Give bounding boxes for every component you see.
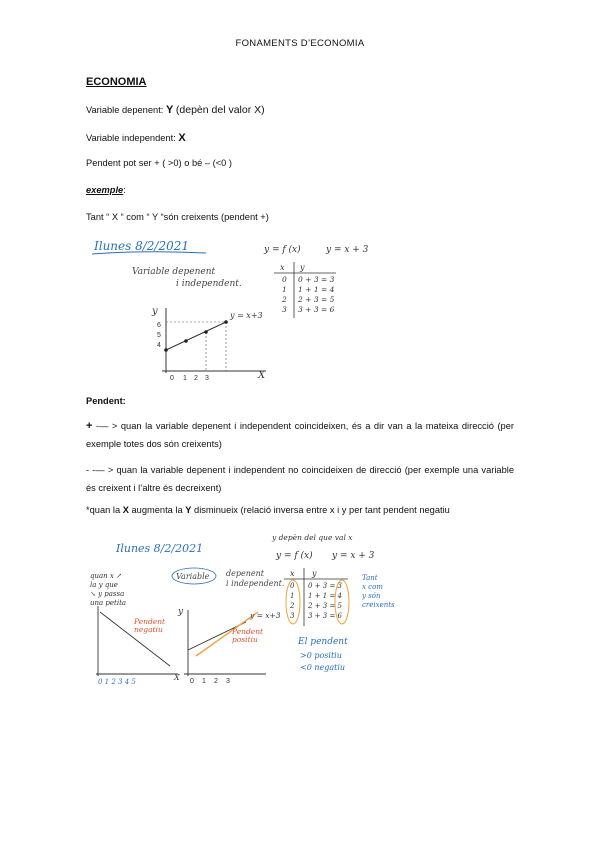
handwritten-graph-sketch-1: [86, 228, 376, 388]
note-post: disminueix (relació inversa entre x i y per tant pendent negatiu: [191, 505, 450, 515]
sketch1-axis-y: y: [152, 306, 158, 317]
sketch2-left-note: una petita: [90, 599, 127, 607]
sketch1-xtick: 1: [183, 375, 187, 382]
section-heading: ECONOMIA: [86, 76, 147, 88]
sketch2-date: Ilunes 8/2/2021: [116, 542, 204, 555]
sketch1-label-1: Variable depenent: [132, 267, 216, 277]
sketch1-xtick: 0: [170, 375, 174, 382]
sketch2-left-note: quan x ↗: [90, 572, 122, 580]
sketch2-cell: 2 + 3 = 5: [308, 602, 342, 610]
sketch2-right-note: creixents: [362, 601, 395, 609]
sketch1-ytick: 4: [157, 342, 161, 349]
sketch2-el-pendent: El pendent: [298, 637, 348, 647]
dependent-variable-line: [86, 104, 265, 116]
sketch1-xtick: 2: [194, 375, 198, 382]
note-x: X: [122, 505, 129, 515]
sketch2-table-head-y: y: [312, 569, 317, 578]
inverse-note-line: [86, 505, 450, 515]
sketch2-left-note: ↘ y passa: [90, 590, 125, 598]
sketch1-line-label: y = x+3: [230, 311, 263, 320]
sketch1-cell: 2 + 3 = 5: [298, 295, 335, 304]
sketch2-cell: 0 + 3 = 3: [308, 582, 342, 590]
sketch1-point: [184, 339, 188, 343]
sketch2-gt-zero: >0 positiu: [300, 651, 342, 660]
sketch2-cell: 1: [290, 592, 295, 600]
sketch1-cell: 0 + 3 = 3: [298, 275, 335, 284]
sketch1-point: [204, 330, 208, 334]
sketch1-point: [224, 320, 228, 324]
sketch2-xtick: 0: [190, 678, 194, 685]
sketch2-cell: 2: [290, 602, 295, 610]
sketch1-xtick: 3: [205, 375, 209, 382]
sketch2-right-note: Tant: [362, 574, 378, 582]
sketch1-axis-x: X: [258, 370, 266, 381]
page-header: FONAMENTS D’ECONOMIA: [235, 38, 365, 49]
sketch2-label-1: Variable: [176, 572, 210, 581]
example-colon: :: [123, 185, 126, 195]
slope-line: Pendent pot ser + ( >0) o bé – (<0 ): [86, 158, 232, 168]
independent-label: Variable independent:: [86, 133, 176, 143]
dependent-var: Y: [165, 104, 174, 116]
sketch2-axis-y: y: [178, 607, 184, 617]
sketch1-cell: 1: [282, 285, 287, 294]
sketch2-cell: 0: [290, 582, 295, 590]
sketch1-line: [166, 322, 226, 350]
note-pre: *quan la: [86, 505, 123, 515]
sketch1-ytick: 6: [157, 322, 161, 329]
example-label: exemple: [86, 185, 124, 195]
sketch2-formula-1: y = f (x): [276, 551, 313, 561]
sketch1-ytick: 5: [157, 332, 161, 339]
sketch1-cell: 0: [282, 275, 287, 284]
note-y: Y: [185, 505, 192, 515]
sketch1-label-2: i independent.: [176, 279, 242, 289]
sketch1-cell: 3 + 3 = 6: [298, 305, 335, 314]
sketch2-formula-2: y = x + 3: [332, 551, 375, 561]
sketch1-table-head-y: y: [300, 263, 305, 272]
sketch2-table-head-x: x: [290, 569, 295, 578]
both-increasing-line: Tant “ X “ com “ Y “són creixents (pendent +): [86, 212, 269, 222]
pendent-title: Pendent:: [86, 396, 126, 406]
plus-symbol: +: [86, 420, 93, 432]
positive-slope-paragraph: [86, 417, 514, 453]
sketch2-right-note: y són: [362, 592, 381, 600]
sketch2-left-xticks: 0 1 2 3 4 5: [98, 678, 136, 686]
sketch2-xtick: 1: [202, 678, 206, 685]
sketch1-point: [164, 348, 168, 352]
sketch1-table-head-x: x: [280, 263, 285, 272]
sketch1-cell: 1 + 1 = 4: [298, 285, 335, 294]
sketch2-cell: 3 + 3 = 6: [308, 612, 342, 620]
sketch2-pos-label: Pendent: [232, 627, 264, 636]
sketch1-date: Ilunes 8/2/2021: [94, 239, 190, 253]
sketch2-right-note: x com: [362, 583, 383, 591]
sketch2-axis-x: X: [174, 673, 180, 682]
negative-slope-paragraph: - -— > quan la variable depenent i independent no coincideixen de direcció (per exemple una variable és creixent i l’altre és decreixent): [86, 465, 514, 493]
sketch2-lt-zero: <0 negatiu: [300, 663, 346, 672]
dependent-label: Variable depenent:: [86, 105, 164, 115]
sketch1-cell: 3: [282, 305, 287, 314]
sketch2-cell: 3: [290, 612, 295, 620]
sketch2-top-note: y depèn del que val x: [272, 533, 353, 542]
example-line: [86, 185, 126, 195]
dependent-note: (depèn del valor X): [175, 104, 265, 116]
note-mid: augmenta la: [128, 505, 186, 515]
independent-var: X: [178, 132, 186, 144]
sketch2-neg-label: Pendent: [134, 617, 166, 626]
sketch2-label-2: depenent: [226, 569, 264, 578]
sketch2-neg-label: negatiu: [134, 625, 163, 634]
sketch2-cell: 1 + 1 = 4: [308, 592, 342, 600]
sketch1-formula-2: y = x + 3: [326, 245, 369, 255]
sketch2-line-label: y = x+3: [250, 611, 281, 620]
positive-slope-text: -— > quan la variable depenent i independent coincideixen, és a dir van a la mateixa direcció (per exemple totes dos són creixents): [86, 421, 514, 449]
sketch2-pos-label: positiu: [232, 635, 258, 644]
sketch2-xtick: 3: [226, 678, 230, 685]
sketch1-formula-1: y = f (x): [264, 245, 301, 255]
sketch2-left-note: la y que: [90, 581, 118, 589]
sketch2-label-3: i independent.: [226, 579, 285, 588]
sketch2-xtick: 2: [214, 678, 218, 685]
independent-variable-line: [86, 132, 186, 144]
handwritten-graph-sketch-2: [86, 526, 404, 686]
sketch1-cell: 2: [282, 295, 287, 304]
